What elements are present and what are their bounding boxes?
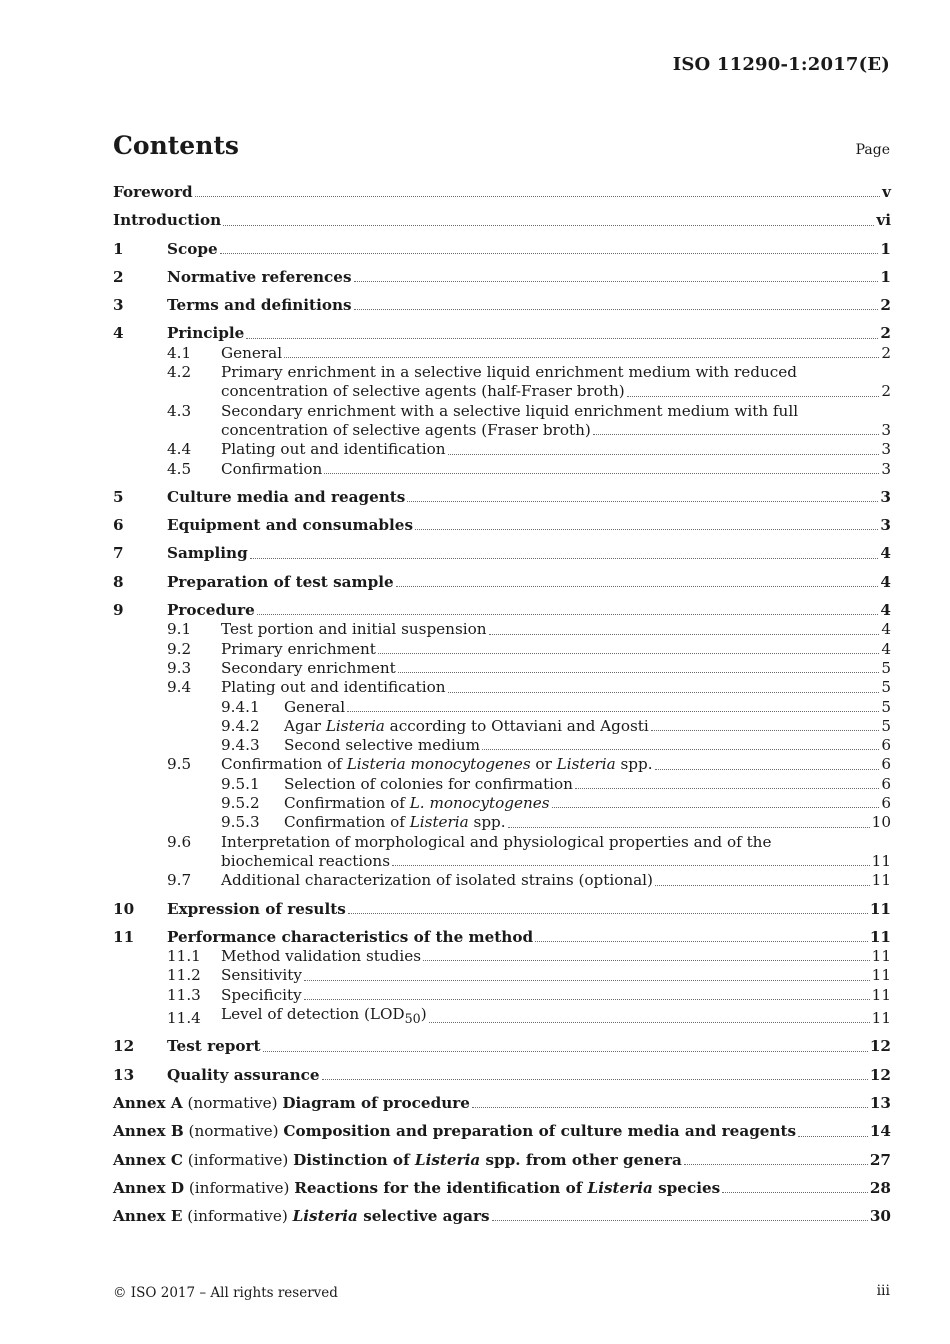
toc-entry-4-3-line1[interactable] <box>113 402 891 421</box>
toc-entry-title: Procedure <box>167 601 255 620</box>
toc-entry-title: Sensitivity <box>221 966 302 985</box>
dot-leader <box>220 253 879 254</box>
toc-entry-title: Expression of results <box>167 899 346 918</box>
title-part: Agar <box>284 716 326 735</box>
toc-entry-4-5[interactable] <box>113 460 891 479</box>
annex-label: Annex C <box>113 1150 183 1169</box>
toc-page-number: 1 <box>880 239 891 258</box>
toc-entry-title <box>221 755 653 774</box>
toc-page-number: 11 <box>871 851 891 870</box>
toc-page-number: 2 <box>881 382 891 401</box>
toc-entry-9-4-2[interactable] <box>113 717 891 736</box>
toc-page-number: 5 <box>881 678 891 697</box>
dot-leader <box>284 357 879 358</box>
toc-entry-title: Normative references <box>167 267 352 286</box>
toc-entry-title <box>113 1207 490 1226</box>
toc-entry-9-5-2[interactable] <box>113 794 891 813</box>
toc-entry-4[interactable] <box>113 324 891 343</box>
dot-leader <box>798 1136 868 1137</box>
dot-leader <box>448 454 880 455</box>
toc-entry-11-3[interactable] <box>113 986 891 1005</box>
toc-entry-9-5-1[interactable] <box>113 775 891 794</box>
dot-leader <box>407 501 878 502</box>
annex-type: (normative) <box>182 1093 283 1112</box>
toc-entry-title: Plating out and identification <box>221 678 446 697</box>
annex-title: species <box>652 1178 721 1197</box>
toc-section-number: 9.4.2 <box>221 716 260 735</box>
toc-entry-9-7[interactable] <box>113 871 891 890</box>
toc-entry-annex-b[interactable] <box>113 1122 891 1141</box>
toc-entry-title: Primary enrichment in a selective liquid enrichment medium with reduced <box>221 363 797 382</box>
toc-page-number: 11 <box>871 966 891 985</box>
dot-leader <box>396 586 879 587</box>
dot-leader <box>324 473 879 474</box>
toc-section-number: 11.4 <box>167 1009 201 1028</box>
toc-entry-title: Performance characteristics of the method <box>167 927 534 946</box>
title-part: or <box>530 755 557 774</box>
dot-leader <box>655 885 870 886</box>
toc-page-number: 28 <box>869 1178 891 1197</box>
dot-leader <box>304 980 870 981</box>
annex-title: selective agars <box>357 1207 490 1226</box>
toc-entry-4-4[interactable] <box>113 440 891 459</box>
annex-title: Distinction of <box>293 1150 415 1169</box>
toc-entry-1[interactable] <box>113 240 891 259</box>
toc-page-number: vi <box>876 211 891 230</box>
toc-section-number: 9.4.1 <box>221 697 260 716</box>
toc-section-number: 4.1 <box>167 343 192 362</box>
toc-entry-title: General <box>221 343 283 362</box>
toc-section-number: 9.7 <box>167 871 192 890</box>
toc-section-number: 8 <box>113 572 124 591</box>
toc-page-number: 11 <box>871 871 891 890</box>
toc-section-number: 9.1 <box>167 620 192 639</box>
toc-section-number: 5 <box>113 487 124 506</box>
annex-label: Annex B <box>113 1122 184 1141</box>
toc-page-number: 10 <box>871 813 891 832</box>
toc-section-number: 11 <box>113 927 135 946</box>
toc-entry-5[interactable] <box>113 488 891 507</box>
toc-section-number: 1 <box>113 239 124 258</box>
toc-entry-9-4[interactable] <box>113 678 891 697</box>
title-part: ) <box>420 1004 427 1023</box>
toc-entry-title: Equipment and consumables <box>167 516 414 535</box>
title-subscript: 50 <box>404 1011 421 1027</box>
toc-entry-title <box>221 1005 427 1028</box>
toc-section-number: 9 <box>113 601 124 620</box>
toc-entry-9-5-3[interactable] <box>113 813 891 832</box>
toc-entry-9-6-line1[interactable] <box>113 833 891 852</box>
toc-entry-9-6-line2[interactable] <box>113 852 891 871</box>
title-part: Confirmation of <box>284 794 410 813</box>
toc-entry-title <box>113 1094 470 1113</box>
toc-entry-title: Test portion and initial suspension <box>221 620 487 639</box>
toc-entry-title: Terms and definitions <box>167 296 352 315</box>
toc-page-number: 11 <box>871 1009 891 1028</box>
toc-entry-annex-e[interactable] <box>113 1207 891 1226</box>
toc-entry-title: Culture media and reagents <box>167 487 406 506</box>
dot-leader <box>304 999 870 1000</box>
dot-leader <box>257 614 879 615</box>
toc-entry-title: Confirmation <box>221 459 323 478</box>
toc-entry-title <box>284 813 506 832</box>
toc-entry-title: General <box>284 697 346 716</box>
toc-page-number: 2 <box>880 296 891 315</box>
annex-title-italic: Listeria <box>292 1207 358 1226</box>
table-of-contents <box>113 183 891 1226</box>
toc-page-number: 6 <box>881 736 891 755</box>
toc-entry-title: Secondary enrichment with a selective liquid enrichment medium with full <box>221 401 799 420</box>
toc-entry-4-1[interactable] <box>113 344 891 363</box>
title-part: Level of detection (LOD <box>221 1004 405 1023</box>
toc-entry-9-5[interactable] <box>113 755 891 774</box>
toc-page-number: v <box>882 183 891 201</box>
dot-leader <box>472 1107 868 1108</box>
annex-title: spp. from other genera <box>480 1150 682 1169</box>
toc-section-number: 13 <box>113 1065 135 1084</box>
dot-leader <box>448 692 880 693</box>
page-number: iii <box>876 1283 890 1299</box>
toc-page-number: 4 <box>880 572 891 591</box>
toc-entry-title <box>113 1179 720 1198</box>
dot-leader <box>348 913 868 914</box>
dot-leader <box>354 281 879 282</box>
toc-entry-title: Quality assurance <box>167 1065 320 1084</box>
toc-entry-4-2-line1[interactable] <box>113 363 891 382</box>
title-italic-part: Listeria <box>325 716 385 735</box>
document-identifier: ISO 11290-1:2017(E) <box>672 54 890 75</box>
toc-page-number: 11 <box>871 947 891 966</box>
annex-type: (informative) <box>184 1178 295 1197</box>
title-part: Confirmation of <box>221 755 347 774</box>
toc-section-number: 11.2 <box>167 966 201 985</box>
title-italic-part: L. monocytogenes <box>409 794 550 813</box>
toc-page-number: 12 <box>869 1065 891 1084</box>
dot-leader <box>223 225 874 226</box>
dot-leader <box>489 634 880 635</box>
toc-entry-title: Preparation of test sample <box>167 572 394 591</box>
toc-entry-title: Second selective medium <box>284 736 481 755</box>
annex-title: Reactions for the identification of <box>294 1178 588 1197</box>
toc-entry-title: Sampling <box>167 544 248 563</box>
toc-section-number: 7 <box>113 544 124 563</box>
toc-entry-9-4-3[interactable] <box>113 736 891 755</box>
annex-label: Annex D <box>113 1178 185 1197</box>
toc-section-number: 4 <box>113 324 124 343</box>
toc-entry-12[interactable] <box>113 1037 891 1056</box>
toc-entry-foreword[interactable] <box>113 183 891 202</box>
toc-section-number: 9.4.3 <box>221 736 260 755</box>
toc-page-number: 5 <box>881 658 891 677</box>
dot-leader <box>508 827 870 828</box>
dot-leader <box>492 1220 868 1221</box>
title-part: Confirmation of <box>284 813 410 832</box>
toc-entry-title-cont: biochemical reactions <box>221 851 390 870</box>
dot-leader <box>593 434 880 435</box>
annex-title: Composition and preparation of culture media and reagents <box>283 1122 797 1141</box>
dot-leader <box>655 769 880 770</box>
dot-leader <box>552 807 880 808</box>
toc-section-number: 9.5 <box>167 755 192 774</box>
toc-entry-6[interactable] <box>113 516 891 535</box>
toc-page-number: 11 <box>869 899 891 918</box>
toc-page-number: 30 <box>869 1207 891 1226</box>
toc-page-number: 6 <box>881 794 891 813</box>
dot-leader <box>354 309 879 310</box>
toc-section-number: 9.2 <box>167 639 192 658</box>
toc-page-number: 2 <box>880 324 891 343</box>
toc-page-number: 1 <box>880 267 891 286</box>
toc-entry-3[interactable] <box>113 296 891 315</box>
dot-leader <box>627 396 880 397</box>
toc-entry-title: Scope <box>167 239 218 258</box>
toc-page-number: 4 <box>881 639 891 658</box>
toc-section-number: 6 <box>113 516 124 535</box>
title-part: spp. <box>615 755 653 774</box>
toc-entry-9-3[interactable] <box>113 659 891 678</box>
toc-entry-title: Foreword <box>113 183 193 201</box>
toc-page-number: 2 <box>881 343 891 362</box>
dot-leader <box>263 1051 868 1052</box>
dot-leader <box>429 1022 870 1023</box>
toc-entry-title <box>113 1122 796 1141</box>
annex-label: Annex A <box>113 1093 183 1112</box>
toc-page-number: 11 <box>871 985 891 1004</box>
toc-entry-2[interactable] <box>113 268 891 287</box>
dot-leader <box>722 1192 868 1193</box>
toc-page-number: 13 <box>869 1093 891 1112</box>
dot-leader <box>535 941 868 942</box>
toc-entry-10[interactable] <box>113 900 891 919</box>
toc-entry-8[interactable] <box>113 573 891 592</box>
toc-entry-13[interactable] <box>113 1066 891 1085</box>
toc-section-number: 9.3 <box>167 658 192 677</box>
toc-entry-9-2[interactable] <box>113 640 891 659</box>
dot-leader <box>392 865 870 866</box>
toc-page-number: 4 <box>880 544 891 563</box>
toc-section-number: 11.1 <box>167 947 201 966</box>
toc-section-number: 12 <box>113 1037 135 1056</box>
dot-leader <box>246 338 878 339</box>
toc-entry-4-2-line2[interactable] <box>113 382 891 401</box>
toc-section-number: 9.5.1 <box>221 774 260 793</box>
toc-entry-title: Secondary enrichment <box>221 658 396 677</box>
toc-page-number: 27 <box>869 1150 891 1169</box>
toc-entry-title: Selection of colonies for confirmation <box>284 774 573 793</box>
toc-section-number: 10 <box>113 899 135 918</box>
toc-page-number: 3 <box>880 487 891 506</box>
toc-section-number: 4.3 <box>167 401 192 420</box>
dot-leader <box>250 558 879 559</box>
toc-entry-title: Principle <box>167 324 245 343</box>
toc-page-number: 6 <box>881 755 891 774</box>
annex-type: (normative) <box>183 1122 284 1141</box>
toc-entry-9-1[interactable] <box>113 620 891 639</box>
toc-entry-title: Specificity <box>221 985 302 1004</box>
toc-entry-annex-a[interactable] <box>113 1094 891 1113</box>
title-part: spp. <box>468 813 506 832</box>
toc-section-number: 4.5 <box>167 459 192 478</box>
toc-entry-title: Plating out and identification <box>221 440 446 459</box>
toc-page-number: 3 <box>881 420 891 439</box>
toc-entry-title: Additional characterization of isolated strains (optional) <box>221 871 653 890</box>
toc-entry-title: Method validation studies <box>221 947 421 966</box>
annex-type: (informative) <box>182 1150 294 1169</box>
dot-leader <box>482 749 879 750</box>
toc-page-number: 5 <box>881 716 891 735</box>
contents-heading: Contents <box>113 131 240 160</box>
toc-section-number: 9.5.3 <box>221 813 260 832</box>
toc-page-number: 4 <box>880 601 891 620</box>
dot-leader <box>195 196 881 197</box>
dot-leader <box>378 653 879 654</box>
annex-type: (informative) <box>182 1207 293 1226</box>
toc-page-number: 3 <box>881 440 891 459</box>
title-italic-part: Listeria <box>409 813 469 832</box>
dot-leader <box>575 788 879 789</box>
title-italic-part: Listeria monocytogenes <box>346 755 531 774</box>
toc-entry-annex-d[interactable] <box>113 1179 891 1198</box>
copyright-notice: © ISO 2017 – All rights reserved <box>113 1285 338 1301</box>
dot-leader <box>415 529 878 530</box>
page-column-label: Page <box>855 142 890 158</box>
toc-page-number: 5 <box>881 697 891 716</box>
toc-entry-title: Introduction <box>113 211 222 230</box>
toc-page-number: 3 <box>880 516 891 535</box>
toc-entry-title: Primary enrichment <box>221 639 376 658</box>
toc-entry-title <box>113 1151 682 1170</box>
toc-section-number: 9.4 <box>167 678 192 697</box>
toc-entry-introduction[interactable] <box>113 211 891 230</box>
toc-page-number: 4 <box>881 620 891 639</box>
toc-section-number: 3 <box>113 296 124 315</box>
dot-leader <box>684 1164 868 1165</box>
toc-entry-title-cont: concentration of selective agents (Fraser broth) <box>221 420 591 439</box>
toc-entry-11-4[interactable] <box>113 1005 891 1028</box>
toc-section-number: 9.5.2 <box>221 794 260 813</box>
toc-entry-11-2[interactable] <box>113 966 891 985</box>
toc-page-number: 14 <box>869 1122 891 1141</box>
title-part: according to Ottaviani and Agosti <box>384 716 649 735</box>
toc-entry-annex-c[interactable] <box>113 1151 891 1170</box>
annex-title-italic: Listeria <box>587 1178 653 1197</box>
dot-leader <box>651 730 880 731</box>
toc-entry-4-3-line2[interactable] <box>113 421 891 440</box>
toc-entry-title <box>284 717 649 736</box>
toc-entry-title: Interpretation of morphological and physiological properties and of the <box>221 832 772 851</box>
dot-leader <box>398 672 880 673</box>
title-italic-part: Listeria <box>556 755 616 774</box>
toc-section-number: 2 <box>113 267 124 286</box>
toc-page-number: 12 <box>869 1037 891 1056</box>
toc-section-number: 11.3 <box>167 985 201 1004</box>
dot-leader <box>347 711 879 712</box>
toc-entry-11[interactable] <box>113 928 891 947</box>
dot-leader <box>423 960 870 961</box>
toc-entry-7[interactable] <box>113 544 891 563</box>
toc-page-number: 11 <box>869 927 891 946</box>
annex-title-italic: Listeria <box>414 1150 481 1169</box>
annex-label: Annex E <box>113 1207 183 1226</box>
toc-page-number: 3 <box>881 459 891 478</box>
toc-entry-title-cont: concentration of selective agents (half-Fraser broth) <box>221 382 625 401</box>
toc-section-number: 4.2 <box>167 363 192 382</box>
toc-section-number: 9.6 <box>167 832 192 851</box>
toc-entry-11-1[interactable] <box>113 947 891 966</box>
toc-entry-title: Test report <box>167 1037 261 1056</box>
toc-entry-title <box>284 794 550 813</box>
toc-entry-9-4-1[interactable] <box>113 698 891 717</box>
dot-leader <box>322 1079 868 1080</box>
annex-title: Diagram of procedure <box>282 1093 470 1112</box>
toc-page-number: 6 <box>881 774 891 793</box>
toc-section-number: 4.4 <box>167 440 192 459</box>
toc-entry-9[interactable] <box>113 601 891 620</box>
